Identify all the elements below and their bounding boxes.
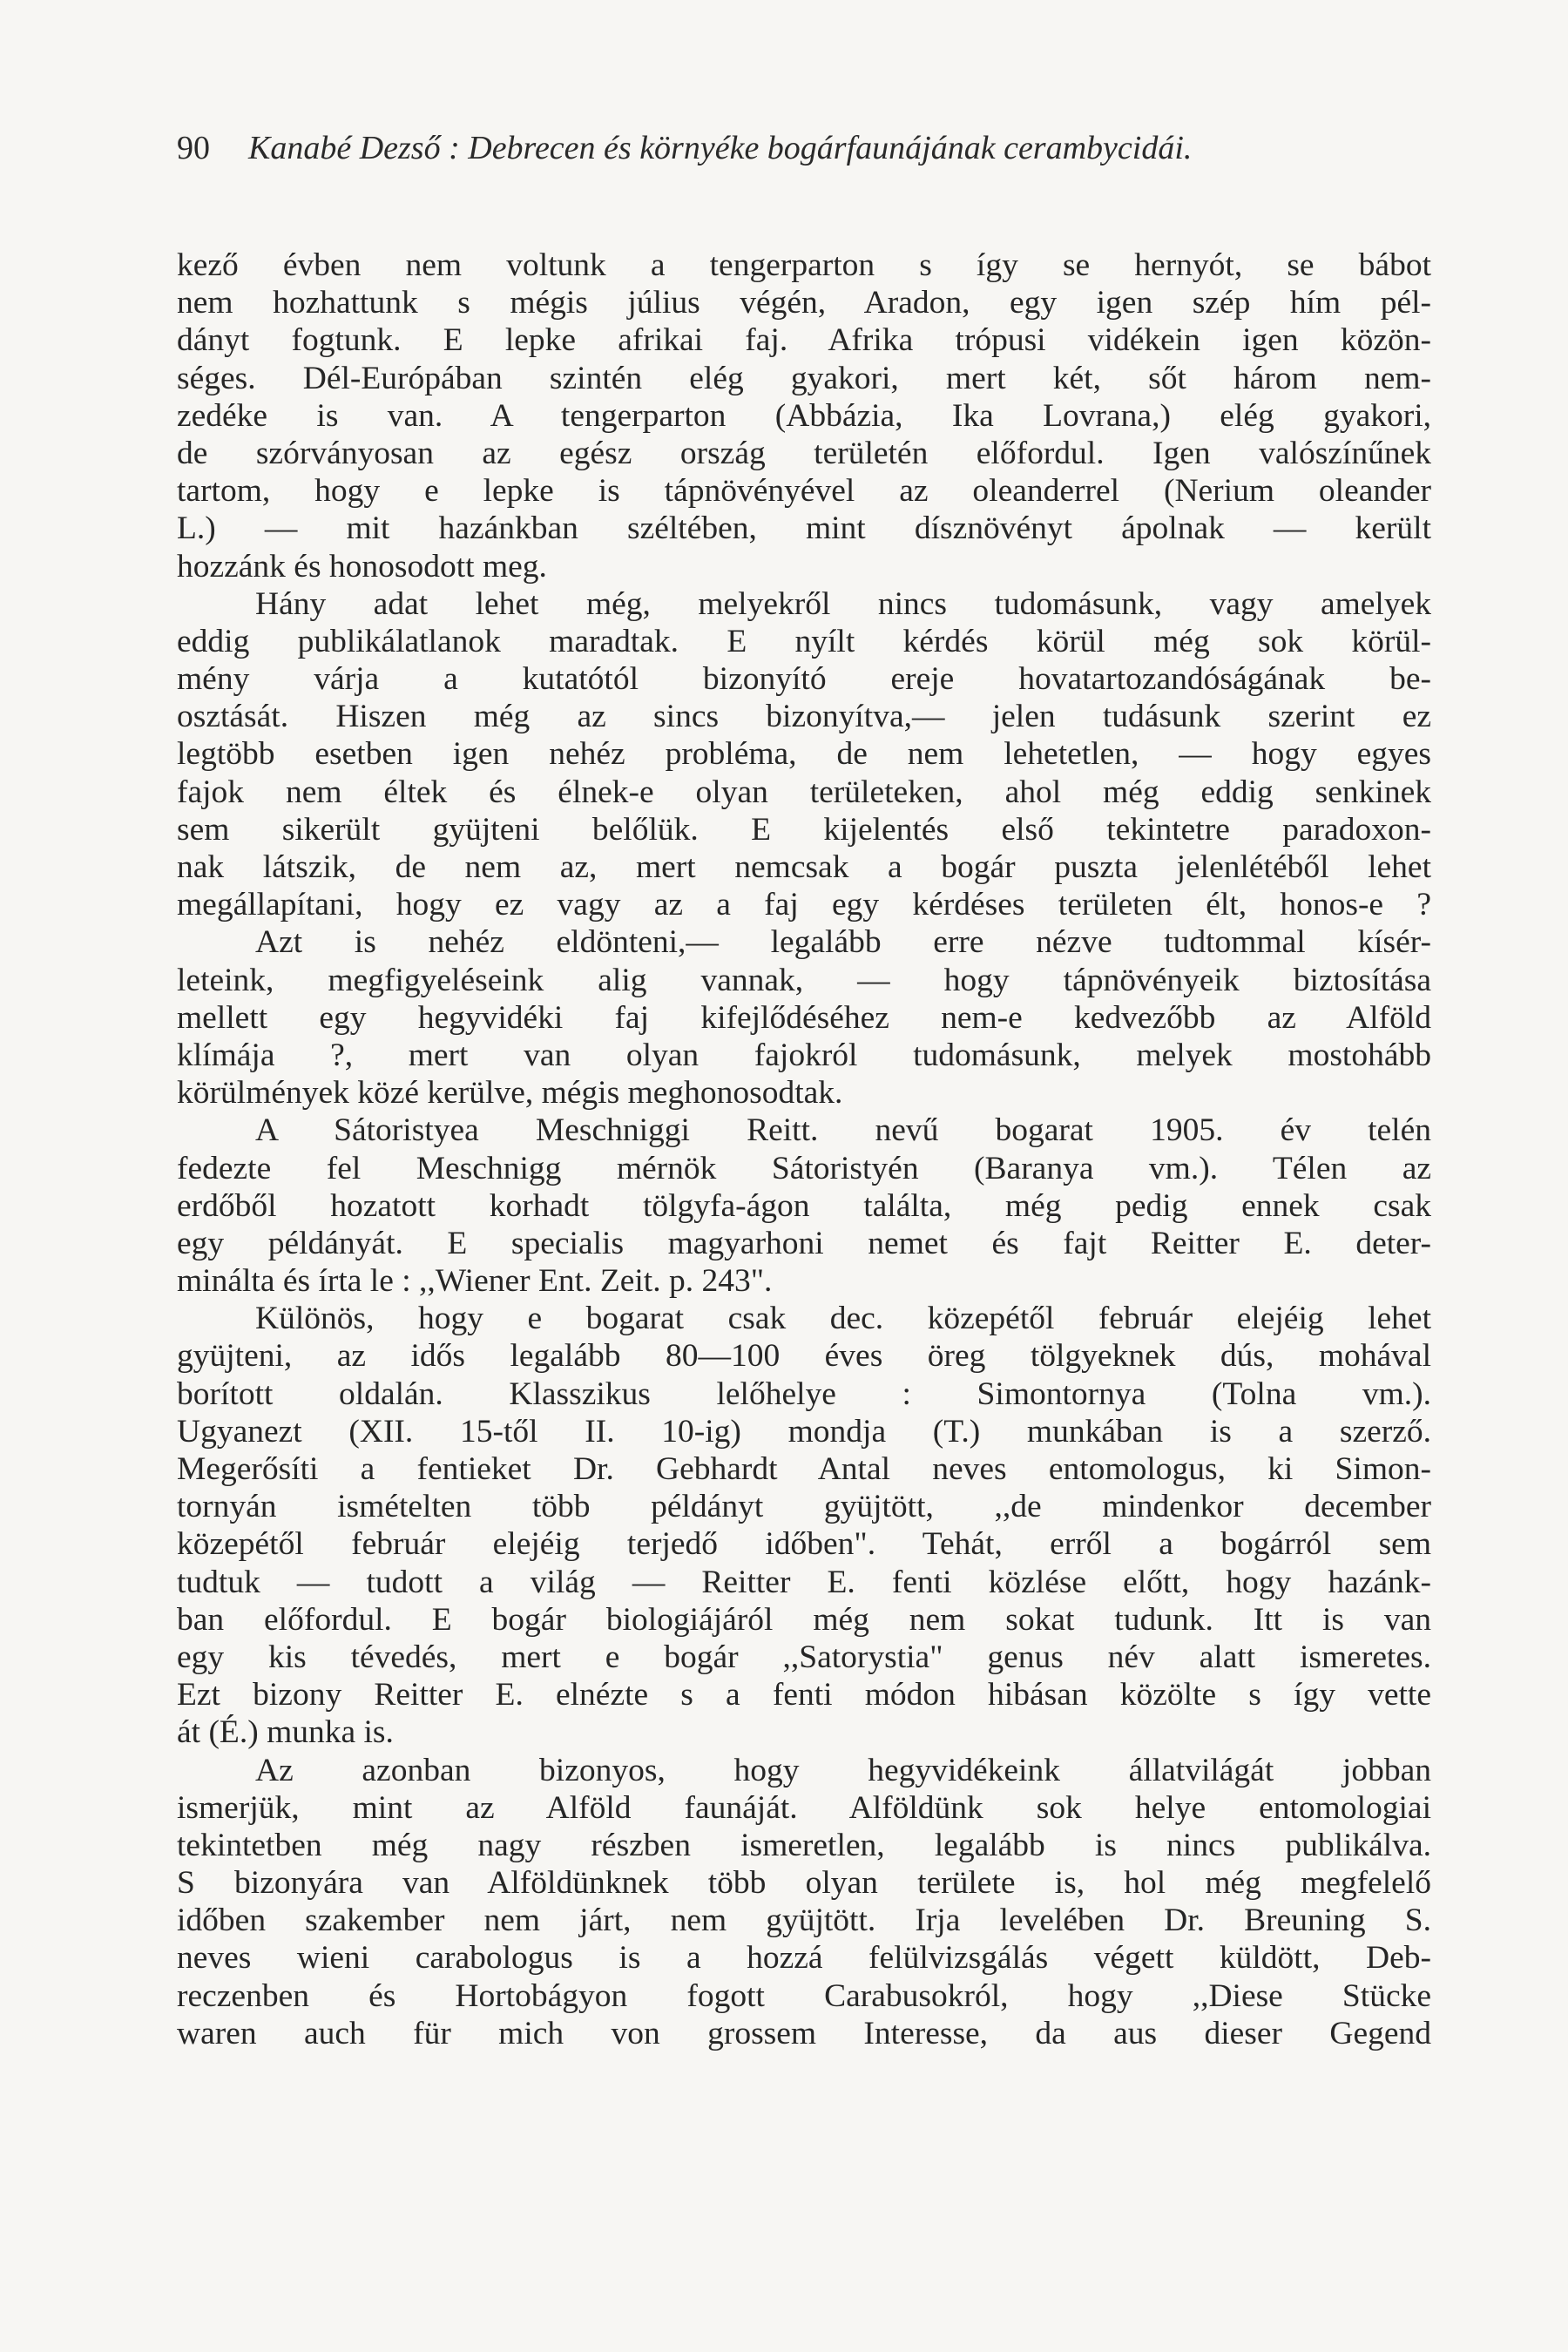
text-line: Ugyanezt (XII. 15-től II. 10-ig) mondja (T.) munkában is a szerző. — [177, 1413, 1431, 1450]
text-line: Az azonban bizonyos, hogy hegyvidékeink állatvilágát jobban — [255, 1752, 1431, 1788]
text-line: át (É.) munka is. — [177, 1714, 394, 1751]
text-line: dányt fogtunk. E lepke afrikai faj. Afrika trópusi vidékein igen közön- — [177, 322, 1431, 359]
text-line: mellett egy hegyvidéki faj kifejlődéséhez nem-e kedvezőbb az Alföld — [177, 999, 1431, 1036]
text-line: zedéke is van. A tengerparton (Abbázia, Ika Lovrana,) elég gyakori, — [177, 397, 1431, 434]
text-line: gyüjteni, az idős legalább 80—100 éves öreg tölgyeknek dús, mohával — [177, 1338, 1431, 1375]
text-line: körülmények közé kerülve, mégis meghonosodtak. — [177, 1075, 843, 1112]
text-line: reczenben és Hortobágyon fogott Carabusokról, hogy ,,Diese Stücke — [177, 1977, 1431, 2014]
text-line: L.) — mit hazánkban széltében, mint dísznövényt ápolnak — került — [177, 510, 1431, 547]
text-line: kező évben nem voltunk a tengerparton s így se hernyót, se bábot — [177, 247, 1431, 283]
text-line: ismerjük, mint az Alföld faunáját. Alföldünk sok helye entomologiai — [177, 1789, 1431, 1826]
text-line: sem sikerült gyüjteni belőlük. E kijelentés első tekintetre paradoxon- — [177, 811, 1431, 848]
text-line: fedezte fel Meschnigg mérnök Sátoristyén (Baranya vm.). Télen az — [177, 1150, 1431, 1186]
text-line: legtöbb esetben igen nehéz probléma, de nem lehetetlen, — hogy egyes — [177, 736, 1431, 773]
text-line: tekintetben még nagy részben ismeretlen, legalább is nincs publikálva. — [177, 1827, 1431, 1863]
text-line: nem hozhattunk s mégis július végén, Aradon, egy igen szép hím pél- — [177, 285, 1431, 321]
running-header — [177, 129, 1431, 167]
text-line: tornyán ismételten több példányt gyüjtött, ,,de mindenkor december — [177, 1489, 1431, 1525]
text-line: tudtuk — tudott a világ — Reitter E. fenti közlése előtt, hogy hazánk- — [177, 1564, 1431, 1600]
text-line: Hány adat lehet még, melyekről nincs tudomásunk, vagy amelyek — [255, 585, 1431, 622]
text-line: osztását. Hiszen még az sincs bizonyítva,— jelen tudásunk szerint ez — [177, 699, 1431, 735]
text-line: tartom, hogy e lepke is tápnövényével az oleanderrel (Nerium oleander — [177, 473, 1431, 510]
text-line: Különös, hogy e bogarat csak dec. közepétől február elejéig lehet — [255, 1301, 1431, 1337]
text-line: séges. Dél-Európában szintén elég gyakori, mert két, sőt három nem- — [177, 360, 1431, 396]
text-line: egy kis tévedés, mert e bogár ,,Satorystia" genus név alatt ismeretes. — [177, 1639, 1431, 1675]
text-line: S bizonyára van Alföldünknek több olyan területe is, hol még megfelelő — [177, 1865, 1431, 1902]
text-line: Ezt bizony Reitter E. elnézte s a fenti módon hibásan közölte s így vette — [177, 1677, 1431, 1713]
text-line: Azt is nehéz eldönteni,— legalább erre nézve tudtommal kísér- — [255, 924, 1431, 961]
text-line: fajok nem éltek és élnek-e olyan területeken, ahol még eddig senkinek — [177, 774, 1431, 810]
text-line: klímája ?, mert van olyan fajokról tudomásunk, melyek mostohább — [177, 1037, 1431, 1073]
text-line: de szórványosan az egész ország területén előfordul. Igen valószínűnek — [177, 435, 1431, 471]
text-line: Megerősíti a fentieket Dr. Gebhardt Antal neves entomologus, ki Simon- — [177, 1451, 1431, 1487]
text-line: mény várja a kutatótól bizonyító ereje hovatartozandóságának be- — [177, 661, 1431, 698]
text-line: borított oldalán. Klasszikus lelőhelye : Simontornya (Tolna vm.). — [177, 1375, 1431, 1412]
running-title: Kanabé Dezső : Debrecen és környéke bogárfaunájának cerambycidái. — [248, 130, 1193, 166]
text-line: A Sátoristyea Meschniggi Reitt. nevű bogarat 1905. év telén — [255, 1112, 1431, 1149]
text-line: hozzánk és honosodott meg. — [177, 548, 547, 585]
text-line: egy példányát. E specialis magyarhoni nemet és fajt Reitter E. deter- — [177, 1225, 1431, 1261]
page-number: 90 — [177, 130, 210, 166]
text-line: erdőből hozatott korhadt tölgyfa-ágon találta, még pedig ennek csak — [177, 1187, 1431, 1224]
text-line: neves wieni carabologus is a hozzá felülvizsgálás végett küldött, Deb- — [177, 1940, 1431, 1977]
text-line: waren auch für mich von grossem Interesse, da aus dieser Gegend — [177, 2015, 1431, 2051]
text-line: eddig publikálatlanok maradtak. E nyílt kérdés körül még sok körül- — [177, 623, 1431, 659]
text-line: nak látszik, de nem az, mert nemcsak a bogár puszta jelenlétéből lehet — [177, 849, 1431, 885]
text-line: ban előfordul. E bogár biologiájáról még nem sokat tudunk. Itt is van — [177, 1601, 1431, 1638]
text-line: megállapítani, hogy ez vagy az a faj egy kérdéses területen élt, honos-e ? — [177, 887, 1431, 923]
body-text — [177, 247, 1431, 2052]
text-line: időben szakember nem járt, nem gyüjtött. Irja levelében Dr. Breuning S. — [177, 1903, 1431, 1939]
text-line: leteink, megfigyeléseink alig vannak, — hogy tápnövényeik biztosítása — [177, 962, 1431, 998]
text-line: minálta és írta le : ,,Wiener Ent. Zeit. p. 243". — [177, 1263, 773, 1300]
text-line: közepétől február elejéig terjedő időben". Tehát, erről a bogárról sem — [177, 1526, 1431, 1563]
